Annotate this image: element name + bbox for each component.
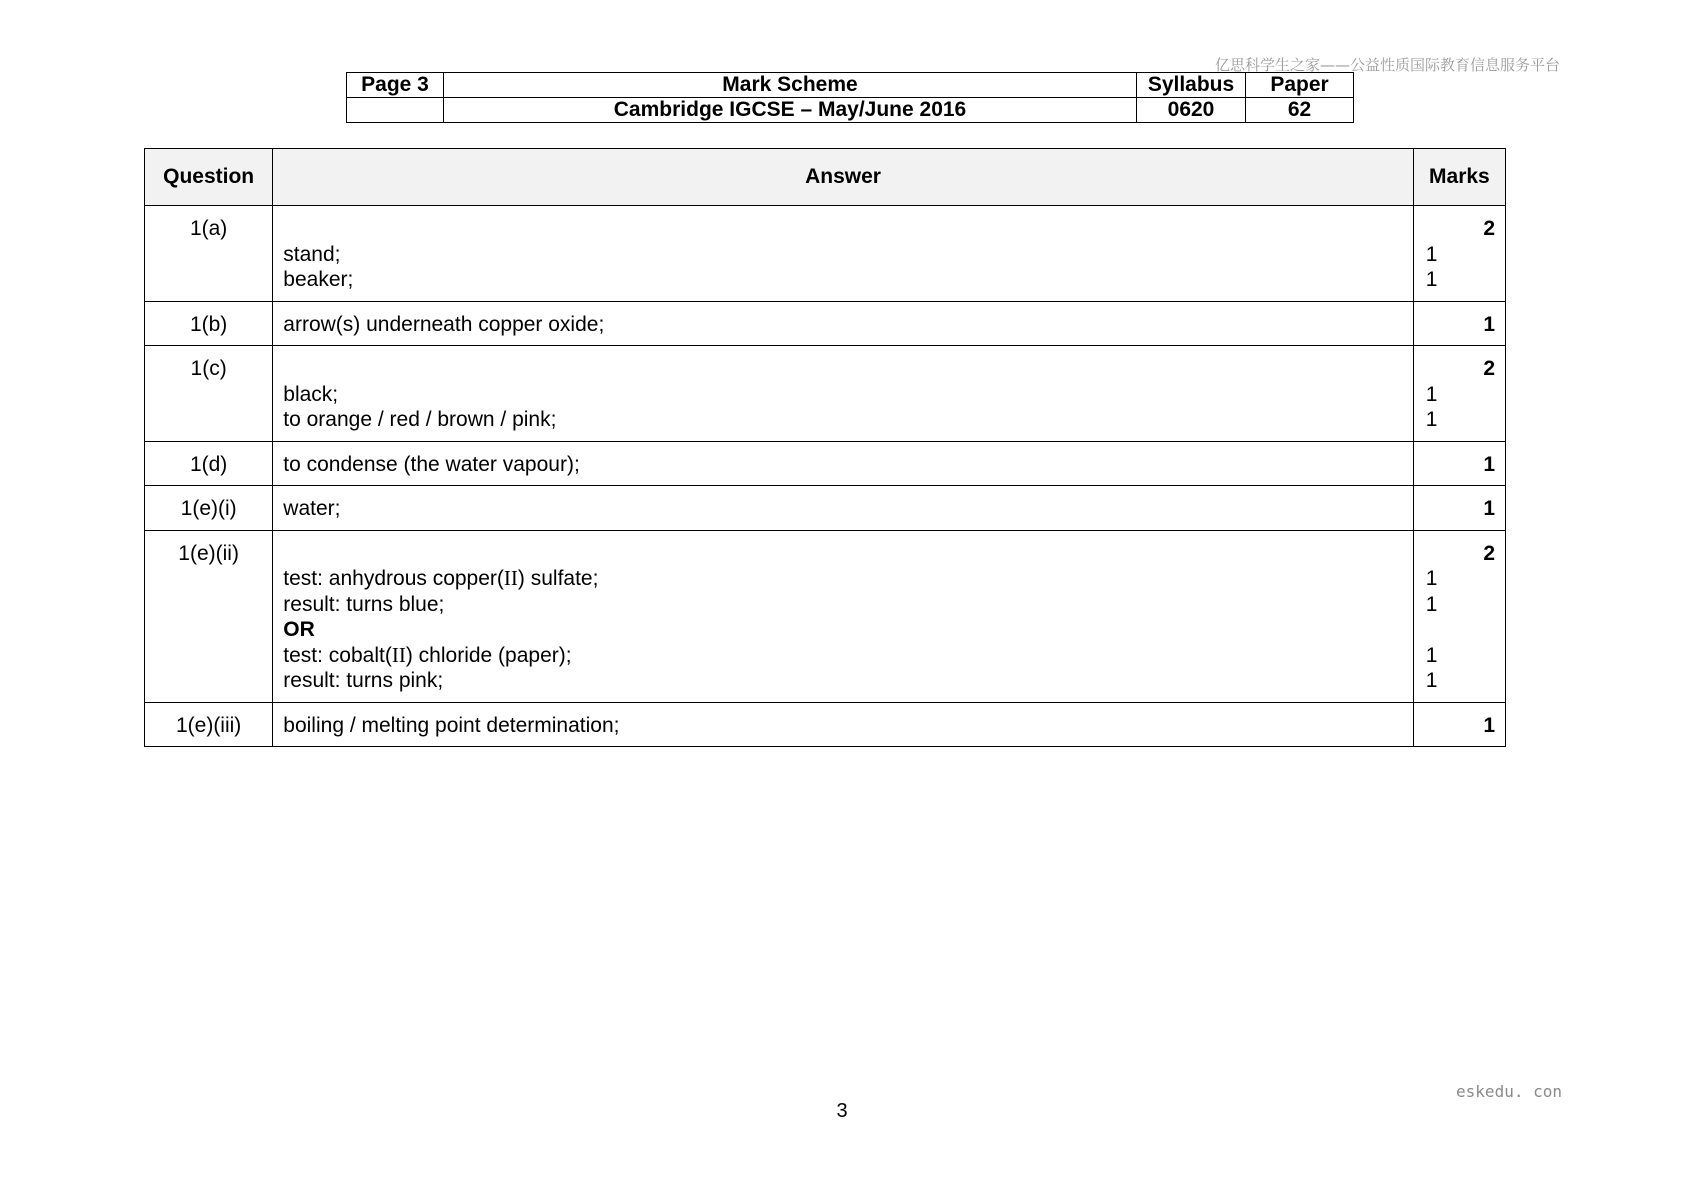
- watermark-top: 亿思科学生之家——公益性质国际教育信息服务平台: [1214, 56, 1560, 74]
- header-table: [346, 72, 1354, 123]
- answer-line: [283, 566, 1403, 592]
- answer-line: black;: [283, 382, 339, 406]
- total-marks: 2: [1483, 541, 1495, 565]
- total-marks: 1: [1483, 713, 1495, 737]
- question-number: 1(b): [189, 312, 228, 336]
- question-number: 1(d): [189, 452, 228, 476]
- answer-line: to orange / red / brown / pink;: [283, 408, 557, 431]
- question-number: 1(c): [190, 357, 227, 380]
- answer-text: ) sulfate;: [517, 567, 599, 590]
- roman-numeral: II: [503, 566, 518, 590]
- sub-mark: 1: [1425, 408, 1438, 431]
- watermark-bottom: eskedu. con: [1456, 1082, 1562, 1101]
- header-page: Page 3: [347, 73, 444, 98]
- answer-line: stand;: [283, 242, 341, 266]
- header-paper: 62: [1246, 98, 1354, 123]
- question-number: 1(e)(i): [180, 497, 237, 520]
- header-syllabus: 0620: [1137, 98, 1246, 123]
- answer-line: [283, 643, 1403, 669]
- mark-scheme-table: [144, 148, 1506, 747]
- total-marks: 1: [1483, 497, 1495, 520]
- total-marks: 1: [1483, 452, 1495, 476]
- question-number: 1(e)(ii): [178, 541, 239, 565]
- answer-text: test: cobalt(: [283, 643, 392, 667]
- sub-mark: 1: [1425, 242, 1438, 266]
- column-header-marks: Marks: [1413, 149, 1505, 206]
- or-separator: OR: [283, 618, 315, 641]
- sub-mark: 1: [1425, 592, 1438, 616]
- answer-line: boiling / melting point determination;: [283, 713, 620, 737]
- table-row: [145, 206, 1506, 302]
- sub-mark: 1: [1425, 669, 1438, 692]
- answer-line: result: turns pink;: [283, 669, 444, 692]
- answer-text: ) chloride (paper);: [405, 643, 572, 667]
- header-paper-label: Paper: [1246, 73, 1354, 98]
- table-row: [145, 702, 1506, 747]
- answer-line: beaker;: [283, 268, 354, 291]
- table-header-row: [145, 149, 1506, 206]
- question-number: 1(e)(iii): [175, 713, 242, 737]
- answer-line: water;: [283, 497, 341, 520]
- question-number: 1(a): [189, 217, 228, 240]
- table-row: [145, 486, 1506, 531]
- sub-mark: 1: [1425, 643, 1438, 667]
- total-marks: 2: [1483, 357, 1495, 380]
- total-marks: 2: [1483, 217, 1495, 240]
- header-syllabus-label: Syllabus: [1137, 73, 1246, 98]
- table-row: [145, 346, 1506, 442]
- column-header-answer: Answer: [273, 149, 1414, 206]
- total-marks: 1: [1483, 312, 1495, 336]
- sub-mark: 1: [1425, 382, 1438, 406]
- header-exam: Cambridge IGCSE – May/June 2016: [444, 98, 1137, 123]
- header-title: Mark Scheme: [444, 73, 1137, 98]
- column-header-question: Question: [145, 149, 273, 206]
- header-empty-cell: [347, 98, 444, 123]
- sub-mark: 1: [1425, 268, 1438, 291]
- table-row: [145, 301, 1506, 346]
- roman-numeral: II: [391, 642, 406, 667]
- answer-line: to condense (the water vapour);: [283, 452, 580, 476]
- answer-line: arrow(s) underneath copper oxide;: [283, 312, 605, 336]
- sub-mark: 1: [1425, 567, 1438, 590]
- answer-text: test: anhydrous copper(: [283, 567, 504, 590]
- page-number: 3: [836, 1100, 848, 1122]
- table-row: [145, 530, 1506, 702]
- answer-line: result: turns blue;: [283, 592, 445, 616]
- table-row: [145, 441, 1506, 486]
